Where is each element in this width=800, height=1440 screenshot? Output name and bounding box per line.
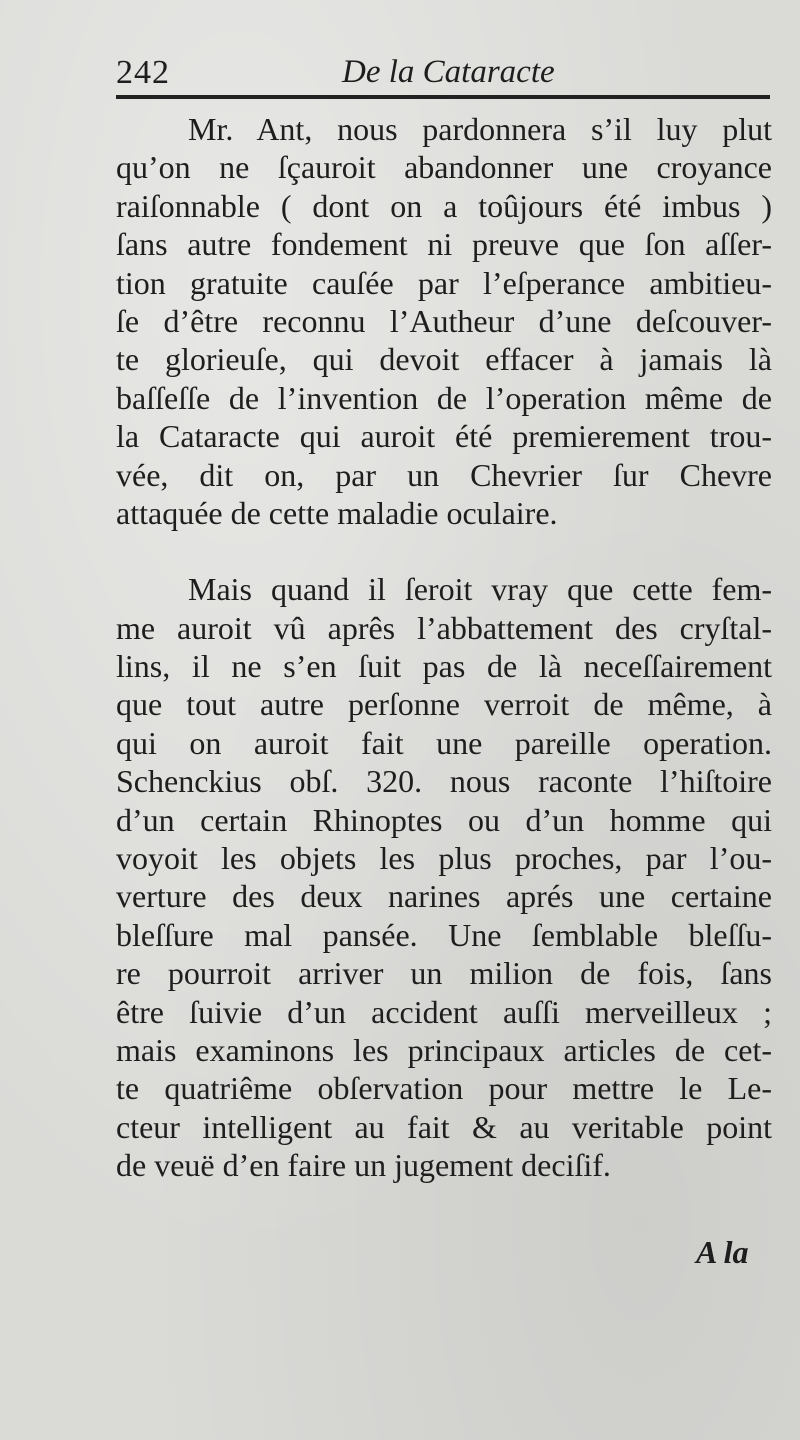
body-text [116, 110, 772, 1185]
text-line: lins, il ne s’en ſuit pas de là neceſſairement [116, 648, 772, 685]
text-line: te quatriême obſervation pour mettre le Le- [116, 1070, 772, 1107]
text-line: cteur intelligent au fait & au veritable point [116, 1108, 772, 1145]
text-line: de veuë d’en faire un jugement deciſif. [116, 1147, 611, 1184]
text-line: te glorieuſe, qui devoit effacer à jamais là [116, 341, 772, 378]
text-line: raiſonnable ( dont on a toûjours été imbus ) [116, 187, 772, 224]
text-line: qui on auroit fait une pareille operation. [116, 724, 772, 761]
text-line: Mais quand il ſeroit vray que cette fem- [188, 571, 772, 608]
text-line: verture des deux narines aprés une certaine [116, 878, 772, 915]
text-line: Schenckius obſ. 320. nous raconte l’hiſtoire [116, 763, 772, 800]
text-line: mais examinons les principaux articles de cet- [116, 1031, 772, 1068]
text-line: re pourroit arriver un milion de fois, ſans [116, 955, 772, 992]
text-line: être ſuivie d’un accident auſſi merveilleux ; [116, 993, 772, 1030]
header-rule [116, 95, 770, 99]
text-line: voyoit les objets les plus proches, par l’ou- [116, 840, 772, 877]
page-number: 242 [116, 54, 170, 91]
text-line: qu’on ne ſçauroit abandonner une croyance [116, 149, 772, 186]
text-line: attaquée de cette maladie oculaire. [116, 494, 558, 531]
text-line: ſe d’être reconnu l’Autheur d’une deſcouver- [116, 302, 772, 339]
text-line: me auroit vû aprês l’abbattement des cryſtal- [116, 609, 772, 646]
text-line: baſſeſſe de l’invention de l’operation même de [116, 379, 772, 416]
text-line: vée, dit on, par un Chevrier ſur Chevre [116, 456, 772, 493]
text-line: que tout autre perſonne verroit de même, à [116, 686, 772, 723]
text-line: la Cataracte qui auroit été premierement trou- [116, 418, 772, 455]
page-header [116, 50, 770, 100]
text-line: tion gratuite cauſée par l’eſperance ambitieu- [116, 264, 772, 301]
catchword: A la [696, 1234, 749, 1270]
running-title: De la Cataracte [342, 54, 555, 90]
paragraph-2 [116, 570, 772, 1184]
text-line: d’un certain Rhinoptes ou d’un homme qui [116, 801, 772, 838]
paragraph-1 [116, 110, 772, 532]
text-line: Mr. Ant, nous pardonnera s’il luy plut [188, 111, 772, 147]
text-line: ſans autre fondement ni preuve que ſon aſſer- [116, 226, 772, 263]
paragraph-gap [116, 532, 772, 570]
text-line: bleſſure mal pansée. Une ſemblable bleſſu- [116, 916, 772, 953]
